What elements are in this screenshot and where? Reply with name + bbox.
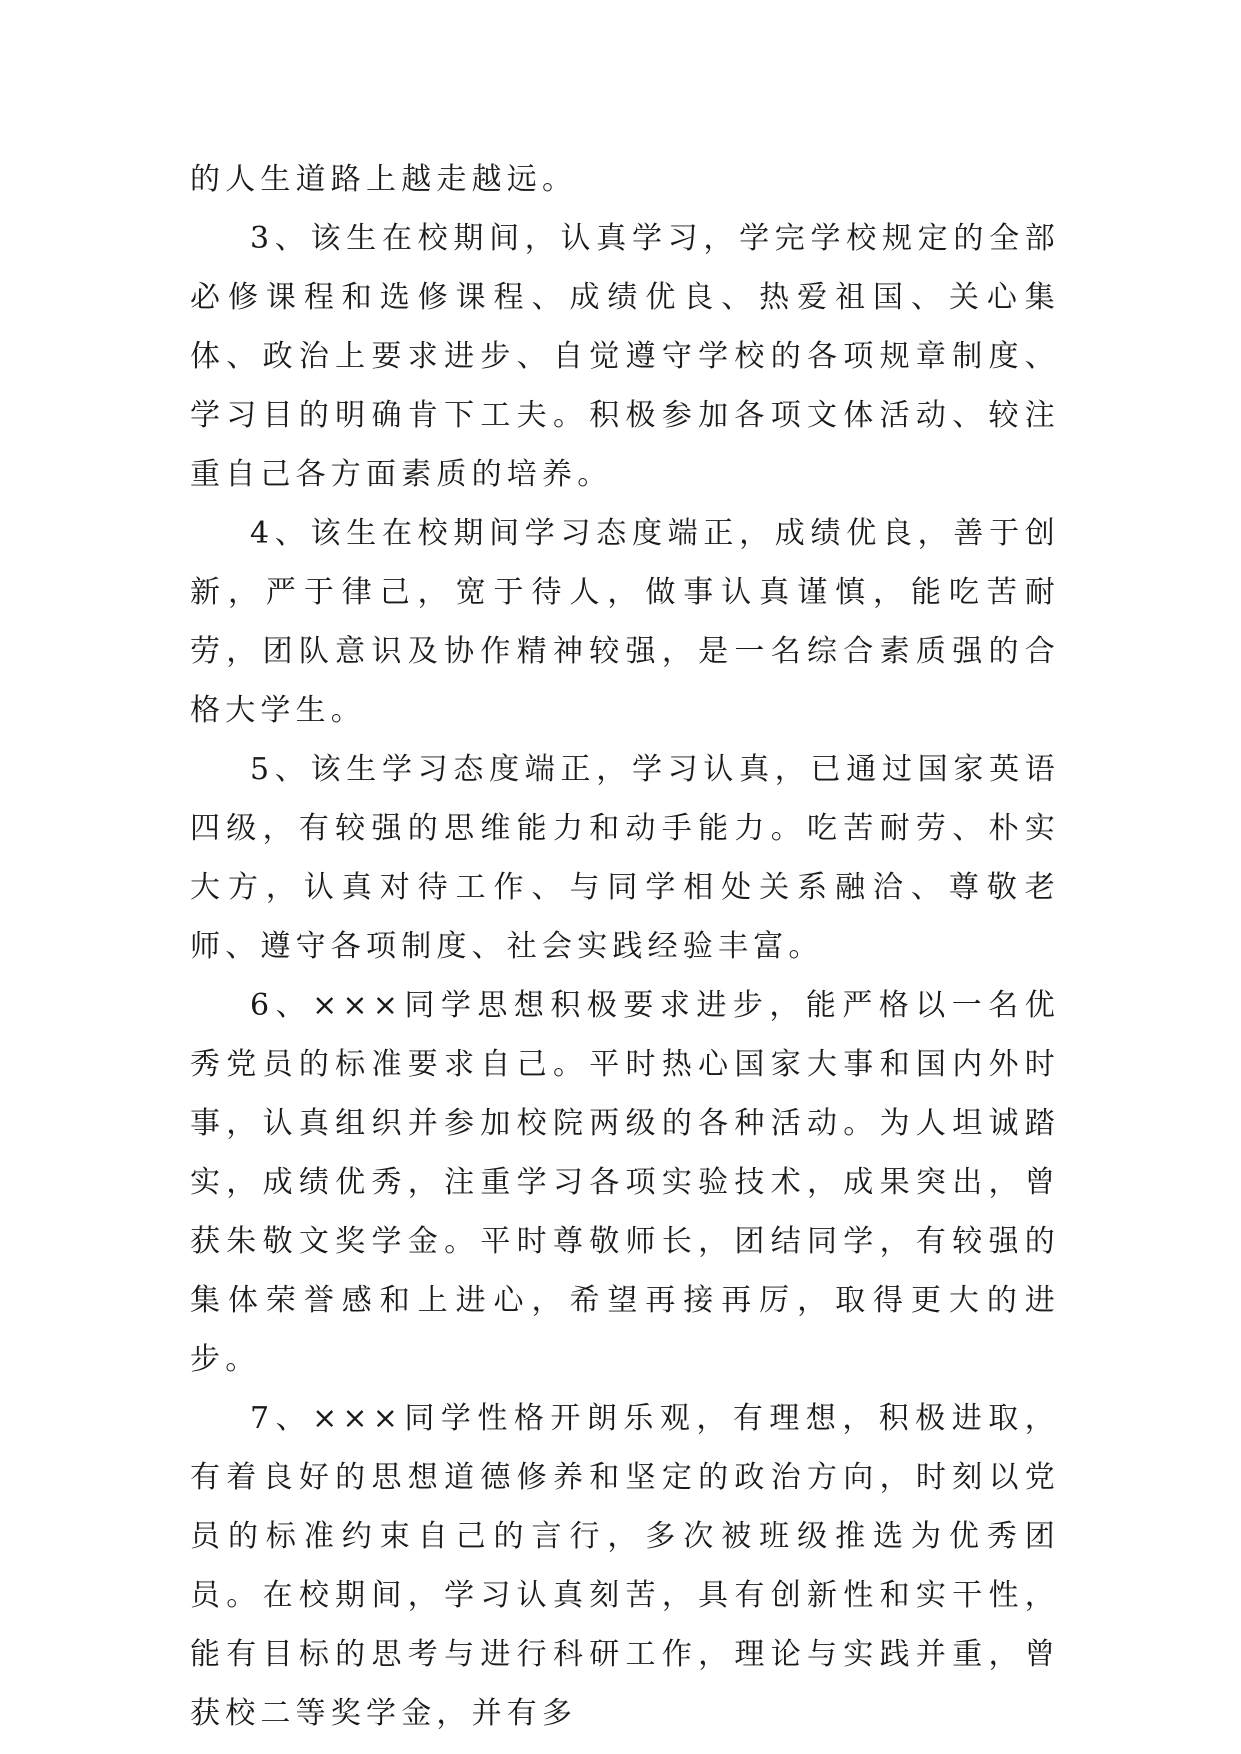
document-body [190,150,1060,1743]
paragraph-item-5: 5、该生学习态度端正，学习认真，已通过国家英语四级，有较强的思维能力和动手能力。吃苦耐劳、朴实大方，认真对待工作、与同学相处关系融洽、尊敬老师、遵守各项制度、社会实践经验丰富。 [190,752,1060,964]
paragraph-item-3: 3、该生在校期间，认真学习，学完学校规定的全部必修课程和选修课程、成绩优良、热爱祖国、关心集体、政治上要求进步、自觉遵守学校的各项规章制度、学习目的明确肯下工夫。积极参加各项文体活动、较注重自己各方面素质的培养。 [190,221,1060,492]
paragraph-item-4: 4、该生在校期间学习态度端正，成绩优良，善于创新，严于律己，宽于待人，做事认真谨慎，能吃苦耐劳，团队意识及协作精神较强，是一名综合素质强的合格大学生。 [190,516,1060,728]
paragraph-continuation: 的人生道路上越走越远。 [190,162,578,197]
paragraph-item-7: 7、×××同学性格开朗乐观，有理想，积极进取，有着良好的思想道德修养和坚定的政治方向，时刻以党员的标准约束自己的言行，多次被班级推选为优秀团员。在校期间，学习认真刻苦，具有创新性和实干性，能有目标的思考与进行科研工作，理论与实践并重，曾获校二等奖学金，并有多 [190,1401,1060,1731]
paragraph-item-6: 6、×××同学思想积极要求进步，能严格以一名优秀党员的标准要求自己。平时热心国家大事和国内外时事，认真组织并参加校院两级的各种活动。为人坦诚踏实，成绩优秀，注重学习各项实验技术，成果突出，曾获朱敬文奖学金。平时尊敬师长，团结同学，有较强的集体荣誉感和上进心，希望再接再厉，取得更大的进步。 [190,988,1060,1377]
